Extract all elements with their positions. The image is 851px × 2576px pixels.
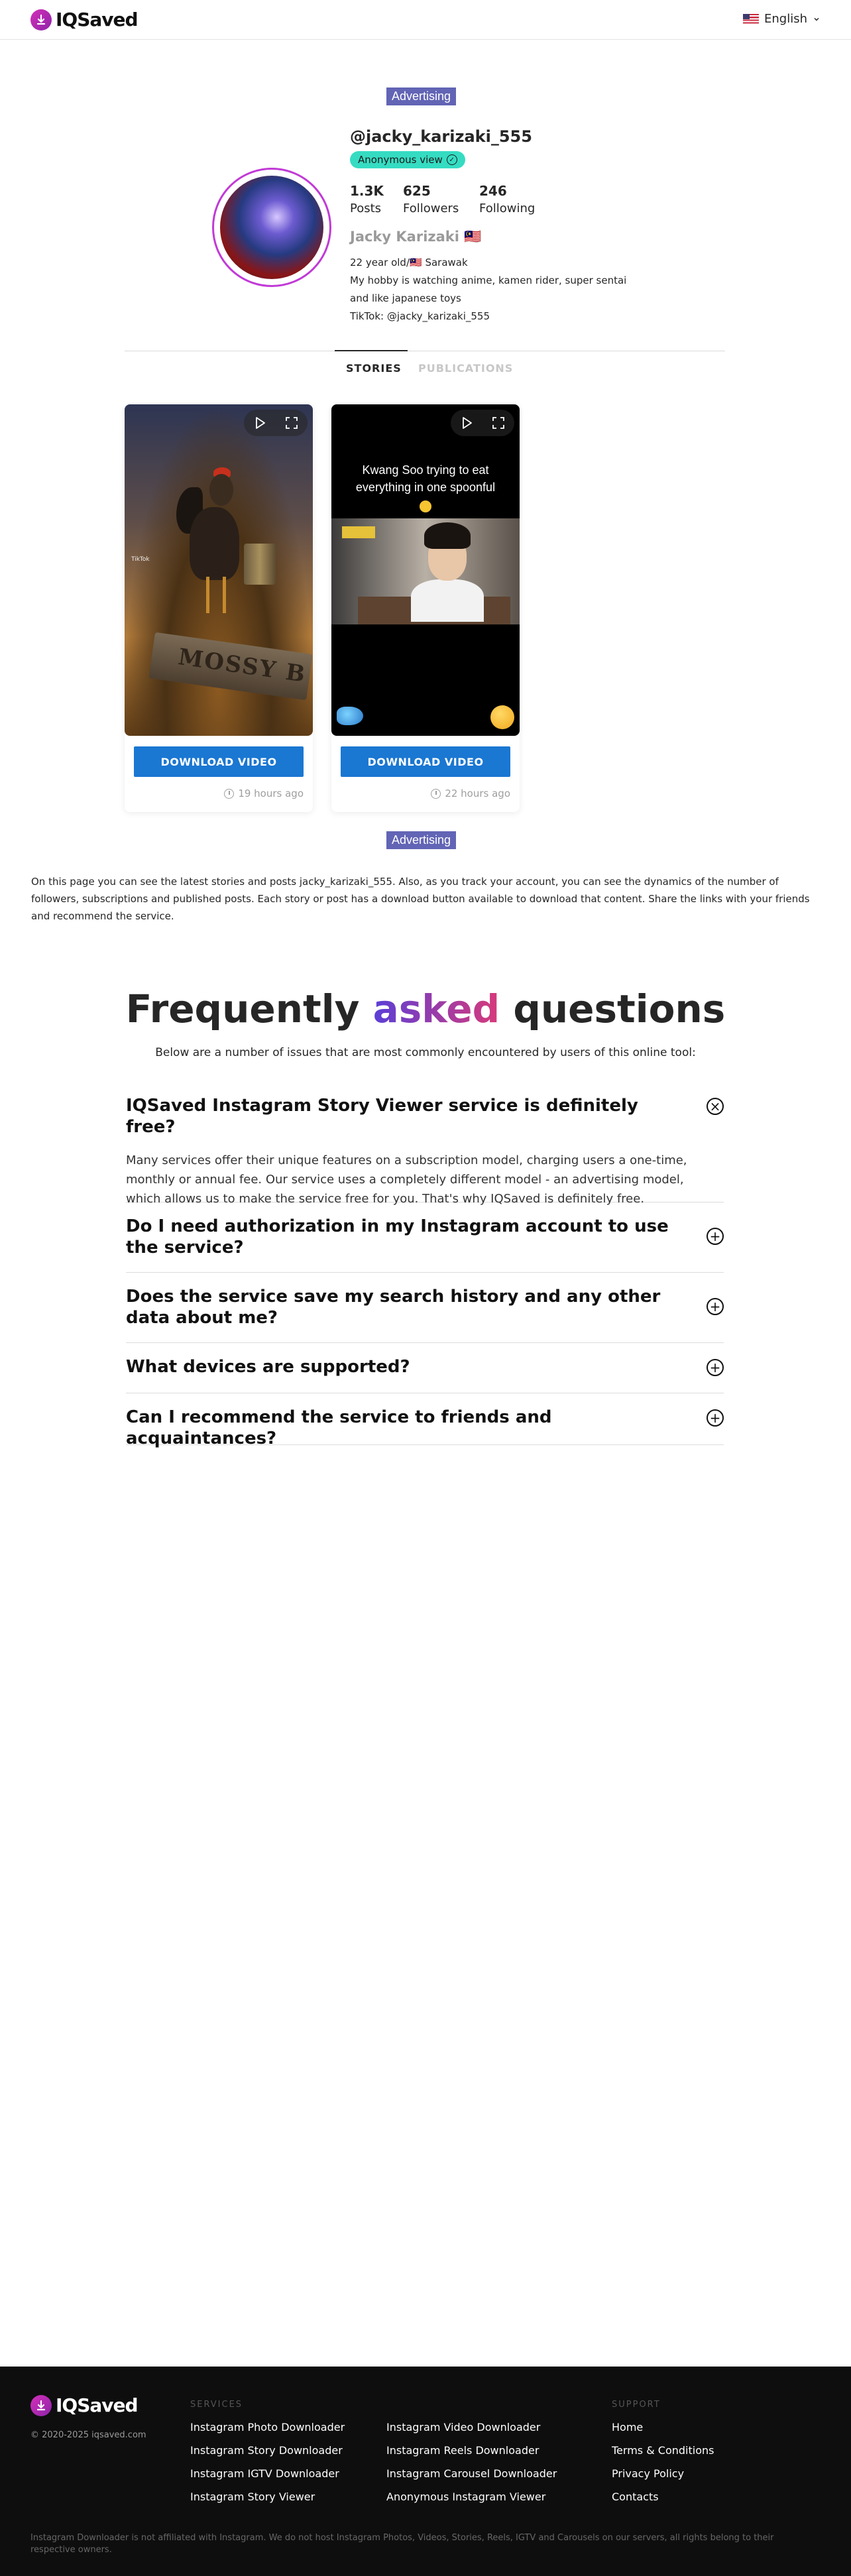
footer-disclaimer: Instagram Downloader is not affiliated with Instagram. We do not host Instagram Photos, Videos, Stories, Reels, IGTV and Carousels on our servers, all rights belong to their respective owners. [30,2533,774,2555]
faq-item[interactable] [126,1356,724,1393]
stat-value: 1.3K [350,183,384,199]
rooster-figure [176,467,249,613]
play-icon[interactable] [459,416,474,430]
advertising-badge[interactable]: Advertising [386,831,456,849]
play-icon[interactable] [253,416,267,430]
footer-brand-logo[interactable] [30,2394,138,2416]
faq-title-before: Frequently [125,986,360,1031]
brand-name: IQSaved [56,9,138,30]
bio-line: and like japanese toys [350,292,461,304]
footer-link[interactable]: Instagram Carousel Downloader [386,2467,557,2480]
stat-label: Posts [350,202,382,215]
faq-title-accent: asked [372,986,500,1031]
media-controls [451,410,514,436]
media-controls [244,410,308,436]
clock-icon [224,789,234,799]
stat-following [479,183,535,215]
avatar [220,176,323,279]
wooden-sign [148,632,312,701]
person-figure [411,522,484,622]
active-tab-indicator [335,350,408,351]
anonymous-view-label: Anonymous view [358,154,443,166]
site-footer [0,2367,851,2576]
story-video-preview[interactable] [125,404,313,736]
plus-circle-icon[interactable]: + [707,1298,724,1315]
stat-value: 246 [479,183,507,199]
services-heading: SERVICES [190,2400,243,2410]
footer-link[interactable]: Instagram Reels Downloader [386,2444,539,2457]
faq-question[interactable]: Do I need authorization in my Instagram account to use the service? [126,1216,669,1258]
footer-link[interactable]: Terms & Conditions [612,2444,714,2457]
about-text: On this page you can see the latest stories and posts jacky_karizaki_555. Also, as you track your account, you can see the dynamics of the number of followers, subscriptions and published posts. Each story or post has a download button available to download that content. Share the links with your friends and recommend the service. [31,876,810,922]
caption-text: Kwang Soo trying to eat everything in one spoonful [355,463,496,494]
clock-icon [431,789,441,799]
sign-text: MOSSY B [176,644,308,688]
download-icon [30,2395,52,2416]
footer-link[interactable]: Instagram Photo Downloader [190,2421,345,2433]
footer-brand-name: IQSaved [56,2394,138,2416]
plus-circle-icon[interactable]: + [707,1409,724,1427]
fullscreen-icon[interactable] [284,416,299,430]
chevron-down-icon [813,15,821,23]
footer-link[interactable]: Anonymous Instagram Viewer [386,2490,546,2503]
footer-link[interactable]: Instagram Story Downloader [190,2444,343,2457]
plus-circle-icon[interactable]: + [707,1359,724,1376]
story-video-preview[interactable] [331,404,520,736]
footer-link[interactable]: Instagram Story Viewer [190,2490,315,2503]
story-timestamp [431,788,510,799]
faq-title [0,986,851,1031]
tab-stories[interactable]: STORIES [346,362,402,375]
faq-item[interactable] [126,1286,724,1343]
faq-question[interactable]: Does the service save my search history and any other data about me? [126,1287,661,1328]
story-timestamp [224,788,304,799]
faq-title-after: questions [513,986,726,1031]
bio-line: 22 year old/🇲🇾 Sarawak [350,257,468,268]
stat-posts [350,183,384,215]
profile-bio [350,254,642,325]
bio-line: TikTok: @jacky_karizaki_555 [350,310,490,322]
stat-followers [403,183,459,215]
support-heading: SUPPORT [612,2400,661,2410]
download-video-button[interactable]: DOWNLOAD VIDEO [134,746,304,777]
faq-question[interactable]: IQSaved Instagram Story Viewer service is definitely free? [126,1096,638,1137]
profile-avatar-ring [212,168,331,287]
footer-link[interactable]: Instagram IGTV Downloader [190,2467,339,2480]
advertising-badge[interactable]: Advertising [386,88,456,105]
download-video-button[interactable]: DOWNLOAD VIDEO [341,746,510,777]
language-label: English [764,12,807,26]
footer-link[interactable]: Contacts [612,2490,659,2503]
close-circle-icon[interactable]: × [707,1098,724,1115]
download-icon [30,9,52,30]
story-card [125,404,313,812]
time-label: 22 hours ago [445,788,510,799]
story-card [331,404,520,812]
stat-label: Following [479,202,536,215]
fish-emoji-icon [337,707,363,725]
video-frame [331,518,520,624]
site-header [0,0,851,40]
tiktok-watermark [131,556,150,563]
stat-label: Followers [403,202,459,215]
mug-figure [244,544,276,585]
faq-item[interactable] [126,1095,724,1206]
video-caption [338,461,513,514]
faq-question[interactable]: What devices are supported? [126,1357,410,1377]
stat-value: 625 [403,183,431,199]
brand-logo[interactable] [30,9,138,30]
footer-link[interactable]: Privacy Policy [612,2467,685,2480]
laughing-emoji-icon [490,705,514,729]
time-label: 19 hours ago [238,788,304,799]
language-selector[interactable] [743,12,821,26]
fullscreen-icon[interactable] [491,416,506,430]
faq-subtitle: Below are a number of issues that are most commonly encountered by users of this online tool: [155,1046,696,1059]
copyright: © 2020-2025 iqsaved.com [30,2430,146,2440]
bio-line: My hobby is watching anime, kamen rider, super sentai [350,274,627,286]
plus-circle-icon[interactable]: + [707,1228,724,1245]
faq-answer: Many services offer their unique features on a subscription model, charging users a one-time, monthly or annual fee. Our service uses a completely different model - an advertising model, which allows us to make the service free for you. That's why IQSaved is definitely free. [126,1153,687,1206]
faq-item[interactable] [126,1407,724,1448]
tiktok-label: TikTok [131,556,150,563]
anonymous-view-badge [350,151,465,168]
footer-link[interactable]: Instagram Video Downloader [386,2421,541,2433]
tab-publications[interactable]: PUBLICATIONS [418,362,514,375]
faq-question[interactable]: Can I recommend the service to friends and acquaintances? [126,1407,552,1448]
grimace-emoji-icon [420,500,431,512]
footer-link[interactable]: Home [612,2421,644,2433]
check-icon: ✓ [447,154,457,165]
us-flag-icon [743,14,759,24]
profile-username: @jacky_karizaki_555 [350,127,532,146]
profile-full-name: Jacky Karizaki 🇲🇾 [350,229,482,245]
faq-item[interactable] [126,1216,724,1273]
